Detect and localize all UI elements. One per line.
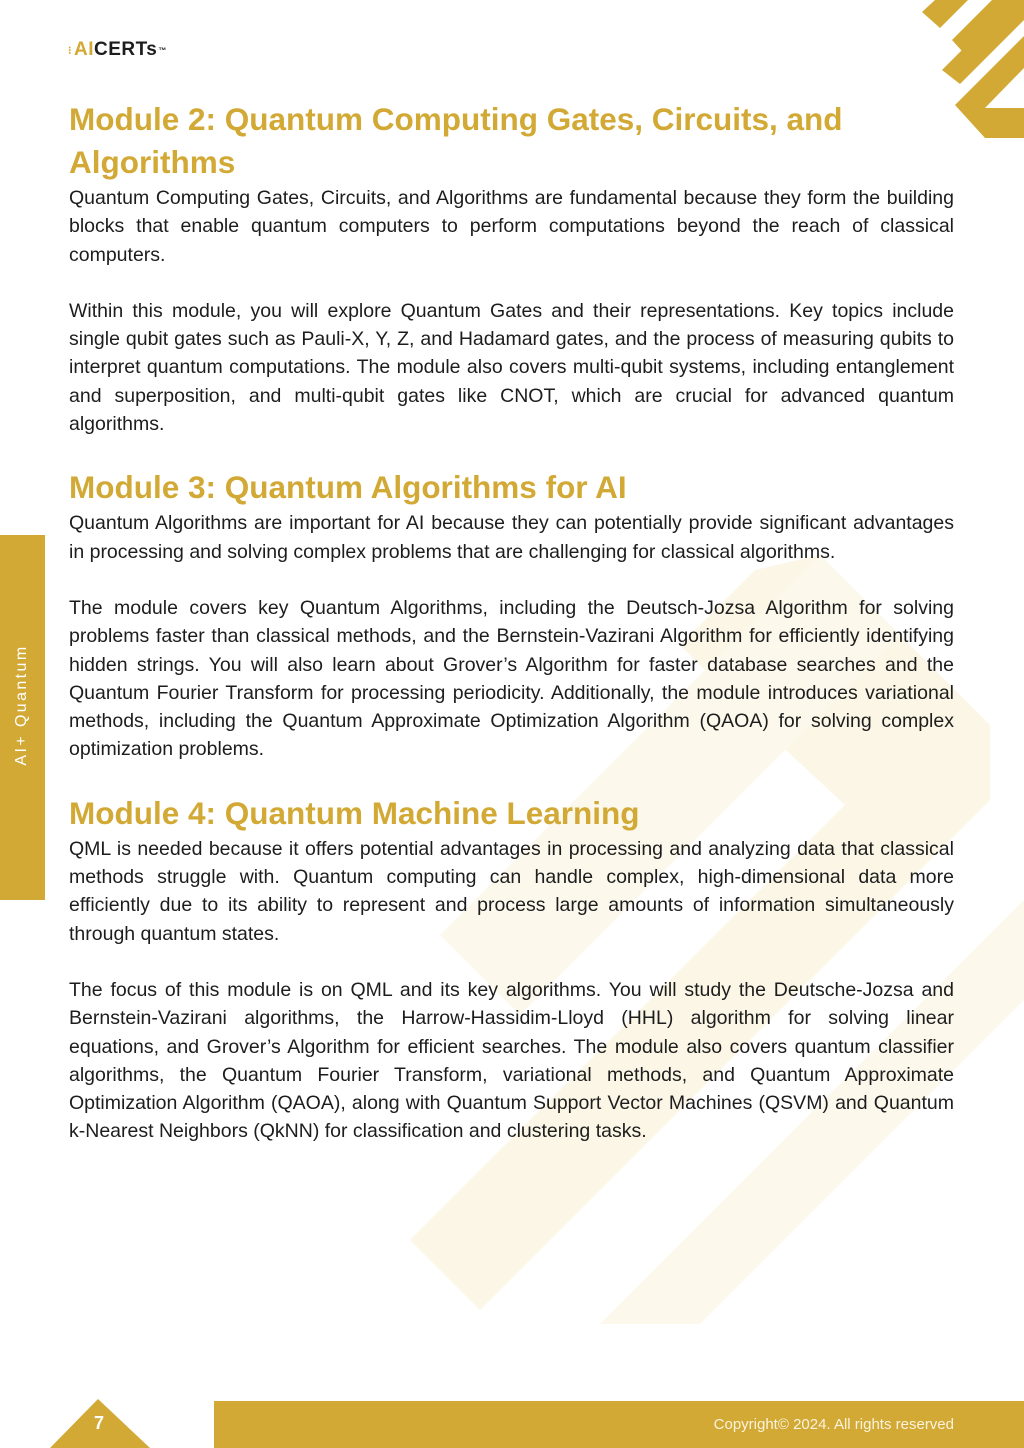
module-3-heading: Module 3: Quantum Algorithms for AI (69, 469, 627, 506)
module-3-paragraph-2: The module covers key Quantum Algorithms, including the Deutsch-Jozsa Algorithm for solving problems faster than classical methods, and the Bernstein-Vazirani Algorithm for efficiently identifying hidden strings. You will also learn about Grover’s Algorithm for faster database searches and the Quantum Fourier Transform for processing periodicity. Additionally, the module introduces variational methods, including the Quantum Approximate Optimization Algorithm (QAOA) for solving complex optimization problems. (69, 596, 954, 761)
module-2-heading: Module 2: Quantum Computing Gates, Circuits, and Algorithms (69, 101, 843, 180)
module-3-paragraph-1: Quantum Algorithms are important for AI because they can potentially provide significant advantages in processing and solving complex problems that are challenging for classical algorithms. (69, 512, 954, 563)
aicerts-logo (68, 39, 167, 61)
module-4-heading: Module 4: Quantum Machine Learning (69, 794, 640, 831)
logo-chevron-icon: ⁝ (68, 44, 72, 57)
logo-ai-text: AI (74, 39, 94, 60)
main-content (69, 98, 954, 1146)
logo-trademark: ™ (158, 45, 167, 55)
module-2-section (69, 98, 954, 438)
module-4-section (69, 792, 954, 1146)
module-4-paragraph-2: The focus of this module is on QML and its key algorithms. You will study the Deutsche-Jozsa and Bernstein-Vazirani algorithms, the Harrow-Hassidim-Lloyd (HHL) algorithm for solving linear equations, and Grover’s Algorithm for efficient searches. The module also covers quantum classifier algorithms, the Quantum Fourier Transform, variational methods, and Quantum Approximate Optimization Algorithm (QAOA), along with Quantum Support Vector Machines (QSVM) and Quantum k-Nearest Neighbors (QkNN) for classification and clustering tasks. (69, 978, 954, 1143)
module-4-paragraph-1: QML is needed because it offers potential advantages in processing and analyzing data that classical methods struggle with. Quantum computing can handle complex, high-dimensional data more efficiently due to its ability to represent and process large amounts of information simultaneously through quantum states. (69, 837, 954, 945)
copyright-text: Copyright© 2024. All rights reserved (713, 1416, 954, 1433)
side-tab-label: AI+ Quantum (13, 644, 30, 766)
page-number: 7 (93, 1413, 104, 1433)
logo-certs-text: CERTs (94, 39, 158, 60)
module-2-paragraph-2: Within this module, you will explore Quantum Gates and their representations. Key topics include single qubit gates such as Pauli-X, Y, Z, and Hadamard gates, and the process of measuring qubits to interpret quantum computations. The module also covers multi-qubit systems, including entanglement and superposition, and multi-qubit gates like CNOT, which are crucial for advanced quantum algorithms. (69, 299, 954, 436)
module-2-paragraph-1: Quantum Computing Gates, Circuits, and Algorithms are fundamental because they form the building blocks that enable quantum computers to perform computations beyond the reach of classical computers. (69, 187, 954, 266)
module-3-section (69, 466, 954, 763)
